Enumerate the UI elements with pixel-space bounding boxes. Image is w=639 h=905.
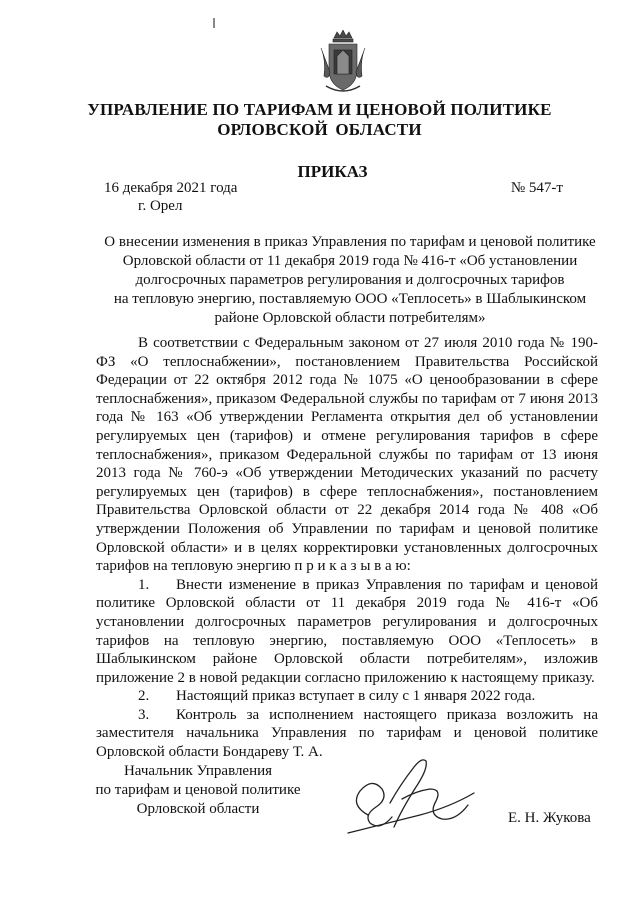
item-number: 1. <box>138 576 150 593</box>
order-item <box>96 687 598 706</box>
subject-line: районе Орловской области потребителям» <box>214 310 486 326</box>
order-city: г. Орел <box>138 198 183 214</box>
organization-name-line2: ОРЛОВСКОЙ ОБЛАСТИ <box>217 120 422 139</box>
order-body <box>96 334 598 762</box>
scan-mark <box>213 18 215 28</box>
item-text: Настоящий приказ вступает в силу с 1 января 2022 года. <box>176 688 536 705</box>
signature-icon <box>330 745 480 845</box>
position-line: Орловской области <box>136 801 260 817</box>
document-title: ПРИКАЗ <box>297 162 368 181</box>
subject-line: Орловской области от 11 декабря 2019 года № 416-т «Об установлении <box>122 253 578 269</box>
subject-line: долгосрочных параметров регулирования и долгосрочных тарифов <box>135 272 565 288</box>
signatory-position <box>92 762 304 819</box>
subject-line: О внесении изменения в приказ Управления по тарифам и ценовой политике <box>104 234 596 250</box>
signatory-name: Е. Н. Жукова <box>508 810 591 826</box>
preamble-paragraph: В соответствии с Федеральным законом от 27 июля 2010 года № 190-ФЗ «О теплоснабжении», постановлением Правительства Российской Федерации от 22 октября 2012 года № 1075 «О ценообразовании в сфере теплоснабжения», приказом Федеральной службы по тарифам от 7 июня 2013 года № 163 «Об утверждении Регламента открытия дел об установлении регулируемых цен (тарифов) и отмене регулирования тарифов в сфере теплоснабжения», приказом Федеральной службы по тарифам от 13 июня 2013 года № 760-э «Об утверждении Методических указаний по расчету регулируемых цен (тарифов) в сфере теплоснабжения», постановлением Правительства Орловской области от 22 декабря 2014 года № 408 «Об утверждении Положения об Управлении по тарифам и ценовой политике Орловской области» и в целях корректировки установленных долгосрочных тарифов на тепловую энергию п р и к а з ы в а ю: <box>96 335 598 575</box>
position-line: по тарифам и ценовой политике <box>95 782 301 798</box>
organization-name-line1: УПРАВЛЕНИЕ ПО ТАРИФАМ И ЦЕНОВОЙ ПОЛИТИКЕ <box>87 100 552 119</box>
order-item <box>96 576 598 688</box>
position-line: Начальник Управления <box>123 763 273 779</box>
order-number: № 547-т <box>510 180 563 196</box>
item-number: 2. <box>138 688 150 705</box>
subject-line: на тепловую энергию, поставляемую ООО «Теплосеть» в Шаблыкинском <box>113 291 587 307</box>
order-date: 16 декабря 2021 года <box>104 180 238 196</box>
order-subject <box>90 233 610 328</box>
item-text: Внести изменение в приказ Управления по тарифам и ценовой политике Орловской области от 11 декабря 2019 года № 416-т «Об установлении долгосрочных параметров регулирования и долгосрочных тарифов на тепловую энергию, поставляемую ООО «Теплосеть» в Шаблыкинском районе Орловской области потребителям», изложив приложение 2 в новой редакции согласно приложению к настоящему приказу. <box>96 576 598 686</box>
item-text: Контроль за исполнением настоящего приказа возложить на заместителя начальника Управления по тарифам и ценовой политике Орловской области Бондареву Т. А. <box>96 706 598 761</box>
coat-of-arms-icon <box>320 30 366 94</box>
item-number: 3. <box>138 706 150 723</box>
